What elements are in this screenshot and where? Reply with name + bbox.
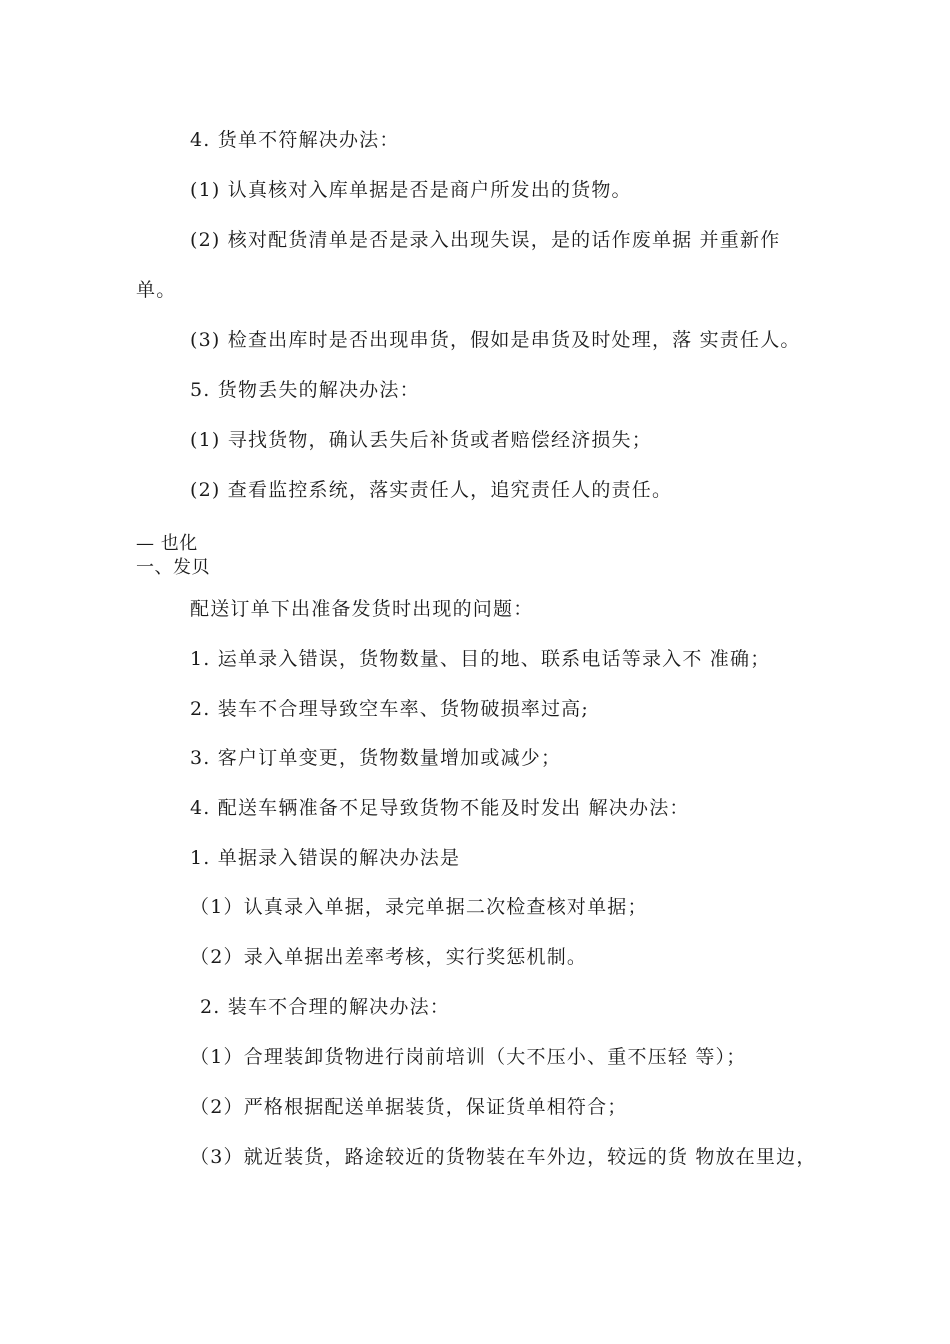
paragraph-line: 配送订单下出准备发货时出现的问题： bbox=[190, 598, 534, 620]
section-title: 一、发贝 bbox=[136, 557, 210, 578]
list-item: （1）合理装卸货物进行岗前培训（大不压小、重不压轻 等）； bbox=[190, 1046, 747, 1068]
paragraph-line: (2) 核对配货清单是否是录入出现失误，是的话作废单据 并重新作 bbox=[190, 229, 781, 251]
list-item: 3. 客户订单变更，货物数量增加或减少； bbox=[190, 747, 562, 769]
list-item: （1）认真录入单据，录完单据二次检查核对单据； bbox=[190, 896, 648, 918]
paragraph-line: 单。 bbox=[136, 279, 177, 301]
paragraph-line: (1) 寻找货物，确认丢失后补货或者赔偿经济损失； bbox=[190, 429, 652, 451]
paragraph-line: (1) 认真核对入库单据是否是商户所发出的货物。 bbox=[190, 179, 632, 201]
list-item: 1. 运单录入错误，货物数量、目的地、联系电话等录入不 准确； bbox=[190, 648, 771, 670]
section-heading-5: 5. 货物丢失的解决办法： bbox=[190, 379, 420, 401]
list-item: （3）就近装货，路途较近的货物装在车外边，较远的货 物放在里边， bbox=[190, 1146, 817, 1168]
sub-heading: 2. 装车不合理的解决办法： bbox=[200, 996, 450, 1018]
paragraph-line: (3) 检查出库时是否出现串货，假如是串货及时处理，落 实责任人。 bbox=[190, 329, 801, 351]
paragraph-line: (2) 查看监控系统，落实责任人，追究责任人的责任。 bbox=[190, 479, 673, 501]
section-title-fragment: — 也化 bbox=[136, 533, 198, 554]
list-item: （2）录入单据出差率考核，实行奖惩机制。 bbox=[190, 946, 588, 968]
list-item: 2. 装车不合理导致空车率、货物破损率过高; bbox=[190, 698, 589, 720]
section-heading-4: 4. 货单不符解决办法： bbox=[190, 129, 400, 151]
list-item: 4. 配送车辆准备不足导致货物不能及时发出 解决办法： bbox=[190, 797, 690, 819]
sub-heading: 1. 单据录入错误的解决办法是 bbox=[190, 847, 461, 869]
list-item: （2）严格根据配送单据装货，保证货单相符合； bbox=[190, 1096, 628, 1118]
